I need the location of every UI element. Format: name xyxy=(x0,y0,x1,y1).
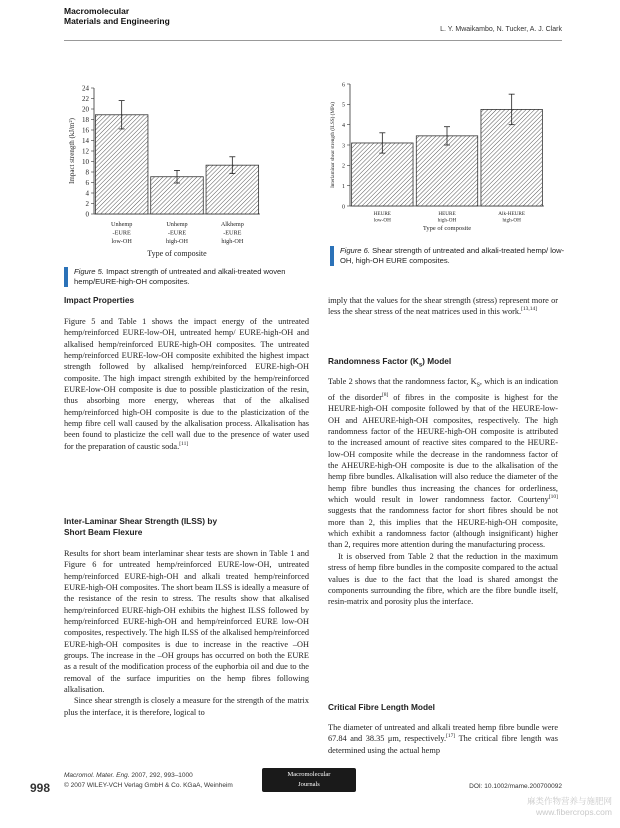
randomness-text-b: , which is an indication of the disorder xyxy=(328,377,558,402)
x-axis-label: Type of composite xyxy=(147,249,207,258)
category-label: Unhemp xyxy=(166,221,188,228)
reference-10: [10] xyxy=(548,494,558,501)
ilss-text: Results for short beam interlaminar shear tests are shown in Table 1 and Figure 6 for untreated hemp/reinforced EURE-low-OH, untreated hemp/reinforced EURE-high-OH and alkali treated hemp/reinforced EURE-high-OH composites. The short beam ILSS is ideally a measure of the resistance of the resin to stress. The results show that alkalised hemp/reinforced EURE-high-OH exhibits the highest ILSS followed by hemp/reinforced EURE-high-OH and hemp/reinforced EURE low-OH composites, respectively. The high ILSS of the alkalised hemp/reinforced EURE-high-OH composites is due to increase in the reactive –OH groups. The increase in the –OH groups has occurred on both the EURE as a result of the modification process of the euphorbia oil and due to the removal of the surface impurities on the hemp fibres following alkalisation. xyxy=(64,549,309,695)
y-tick-label: 16 xyxy=(82,126,89,135)
randomness-text-a: Table 2 shows that the randomness factor, K xyxy=(328,377,477,386)
right-paragraph-4 xyxy=(328,722,558,756)
impact-text: Figure 5 and Table 1 shows the impact energy of the untreated hemp/reinforced EURE-low-OH, untreated hemp/ EURE-high-OH and alkalised hemp/reinforced EURE-high-OH composites. The untreated hemp/reinforced EURE-low-OH composite exhibited the highest impact strength followed by alkalised hemp/reinforced EURE-high-OH composite. The high impact strength exhibited by the hemp/reinforced EURE-low-OH composite is due to possible plasticization of the resin, thus absorbing more energy, whereas that of the alkalised hemp/reinforced high-OH composite is due to the plasticization of the hemp fibre cell wall caused by the alkalisation process. Alkalisation has been found to plasticize the cell wall due to the presence of water used for the preparation of caustic soda. xyxy=(64,317,309,451)
heading-impact-properties: Impact Properties xyxy=(64,295,135,305)
bar xyxy=(416,136,477,206)
figure-6-caption xyxy=(330,246,568,266)
y-tick-label: 5 xyxy=(342,102,345,109)
journal-name-line2: Materials and Engineering xyxy=(64,15,170,26)
y-tick-label: 14 xyxy=(82,136,89,145)
watermark xyxy=(527,796,612,818)
citation xyxy=(64,771,233,790)
randomness-text-d: suggests that the randomness factor for short fibres should be not more than 2, this implies that the HEURE-high-OH composite, which exhibit a randomness factor (although insignificant) higher than 2, requires more attention during the manufacturing process. xyxy=(328,506,558,550)
randomness-text-c: of fibres in the composite is highest for the HEURE-high-OH composite followed by that of the HEURE-low-OH and AHEURE-high-OH composites, respectively. The high randomness factor of the HEURE-high-OH composite is attributed to the increased amount of reactive sites compared to the HEURE-low-OH composite while the decrease in the randomness factor of the AHEURE-high-OH composite is due to the alkalisation of the hemp fibre bundles. Alkalisation will also reduce the diameter of the hemp fibre bundles thus increasing the chances for orderliness, which would result in lower randomness factor. Courteny xyxy=(328,393,558,505)
figure-6 xyxy=(326,76,558,236)
y-axis-label: Impact strength (kJ/m²) xyxy=(68,118,76,184)
category-label: Alkhemp xyxy=(220,221,244,228)
right-paragraph-2 xyxy=(328,376,558,608)
y-tick-label: 6 xyxy=(85,178,89,187)
y-tick-label: 3 xyxy=(342,143,345,150)
watermark-line1: 麻类作物营养与施肥网 xyxy=(526,796,612,806)
category-label: -EURE xyxy=(112,229,131,237)
heading-randomness-factor xyxy=(328,356,451,372)
y-tick-label: 6 xyxy=(342,82,345,89)
category-label: high-OH xyxy=(166,238,188,245)
figure-5-label: Figure 5. xyxy=(74,267,104,276)
y-tick-label: 2 xyxy=(85,199,89,208)
randomness-text-2: It is observed from Table 2 that the reduction in the maximum stress of hemp fibre bundles in the composite compared to the actual values is due to the fact that the load is shared amongst the components surrounding the fibre, which are the fibre bundle itself, resin-matrix and porosity plus the interface. xyxy=(328,551,558,607)
citation-journal: Macromol. Mater. Eng. xyxy=(64,772,130,779)
header-authors: L. Y. Mwaikambo, N. Tucker, A. J. Clark xyxy=(440,26,562,33)
category-label: low-OH xyxy=(373,217,391,224)
fibre-length-text-b: The critical fibre length was determined using the actual hemp xyxy=(328,734,558,755)
journal-name-line1: Macromolecular xyxy=(64,6,130,16)
category-label: -EURE xyxy=(167,229,187,237)
heading-ilss xyxy=(64,516,217,538)
y-tick-label: 24 xyxy=(82,84,89,93)
y-tick-label: 20 xyxy=(82,105,89,114)
y-tick-label: 0 xyxy=(342,204,345,211)
figure-6-label: Figure 6. xyxy=(340,246,370,255)
shear-text: imply that the values for the shear strength (stress) represent more or less the shear stress of the neat matrices used in this work. xyxy=(328,296,558,317)
heading-ilss-line2: Short Beam Flexure xyxy=(64,527,143,537)
randomness-sub: S xyxy=(476,382,480,389)
watermark-line2: www.fibercrops.com xyxy=(535,807,612,817)
macromolecular-journals-logo xyxy=(262,768,356,792)
ilss-text-2: Since shear strength is closely a measure for the strength of the matrix plus the interface, it is therefore, logical to xyxy=(64,696,309,717)
doi: DOI: 10.1002/mame.200700092 xyxy=(469,783,562,790)
y-tick-label: 2 xyxy=(342,163,345,170)
figure-6-chart xyxy=(326,76,558,236)
category-label: HEURE xyxy=(373,211,391,217)
x-axis-label: Type of composite xyxy=(422,225,472,232)
y-tick-label: 1 xyxy=(342,183,345,190)
figure-6-caption-text: Shear strength of untreated and alkali-treated hemp/ low-OH, high-OH EURE composites. xyxy=(340,246,565,265)
reference-13-14: [13,14] xyxy=(521,306,538,313)
y-tick-label: 18 xyxy=(82,115,89,124)
category-label: high-OH xyxy=(502,217,521,224)
figure-5 xyxy=(64,72,320,264)
category-label: Alk-HEURE xyxy=(498,211,526,217)
heading-randomness-text: Randomness Factor (K xyxy=(328,356,419,366)
y-tick-label: 12 xyxy=(82,147,89,156)
copyright: © 2007 WILEY-VCH Verlag GmbH & Co. KGaA, Weinheim xyxy=(64,781,233,789)
category-label: Unhemp xyxy=(111,221,133,228)
fibre-length-text-a: The diameter of untreated and alkali treated hemp fibre bundle were 67.84 and 38.35 μm, respectively. xyxy=(328,723,558,744)
y-tick-label: 8 xyxy=(85,168,89,177)
figure-5-chart xyxy=(64,72,320,264)
category-label: low-OH xyxy=(111,238,132,245)
reference-17: [17] xyxy=(446,733,456,740)
category-label: high-OH xyxy=(221,238,244,245)
journal-name xyxy=(64,7,170,26)
y-tick-label: 10 xyxy=(82,157,89,166)
figure-5-caption-text: Impact strength of untreated and alkali-treated woven hemp/EURE-high-OH composites. xyxy=(74,267,286,286)
reference-11: [11] xyxy=(179,441,189,448)
y-tick-label: 4 xyxy=(85,189,89,198)
category-label: HEURE xyxy=(438,211,456,217)
category-label: high-OH xyxy=(437,217,457,224)
left-paragraph-2 xyxy=(64,548,309,718)
logo-line2: Journals xyxy=(298,781,320,788)
heading-ilss-line1: Inter-Laminar Shear Strength (ILSS) by xyxy=(64,516,218,526)
right-paragraph-1 xyxy=(328,295,558,318)
left-paragraph-1 xyxy=(64,316,309,452)
heading-randomness-sub: s xyxy=(418,362,423,369)
y-axis-label: Interlaminar shear strength (ILSS) (MPa) xyxy=(330,102,336,188)
y-tick-label: 0 xyxy=(85,210,89,219)
header-rule xyxy=(64,40,562,41)
reference-8: [8] xyxy=(381,392,389,399)
logo-line1: Macromolecular xyxy=(287,771,331,778)
y-tick-label: 22 xyxy=(82,94,89,103)
y-tick-label: 4 xyxy=(342,122,345,129)
figure-5-caption xyxy=(64,267,319,287)
heading-randomness-end: ) Model xyxy=(422,356,452,366)
page-number: 998 xyxy=(30,781,51,795)
heading-critical-fibre-length: Critical Fibre Length Model xyxy=(328,702,435,712)
citation-volume: 2007, 292, 993–1000 xyxy=(129,772,193,779)
bar xyxy=(95,115,148,214)
category-label: -EURE xyxy=(223,229,242,237)
